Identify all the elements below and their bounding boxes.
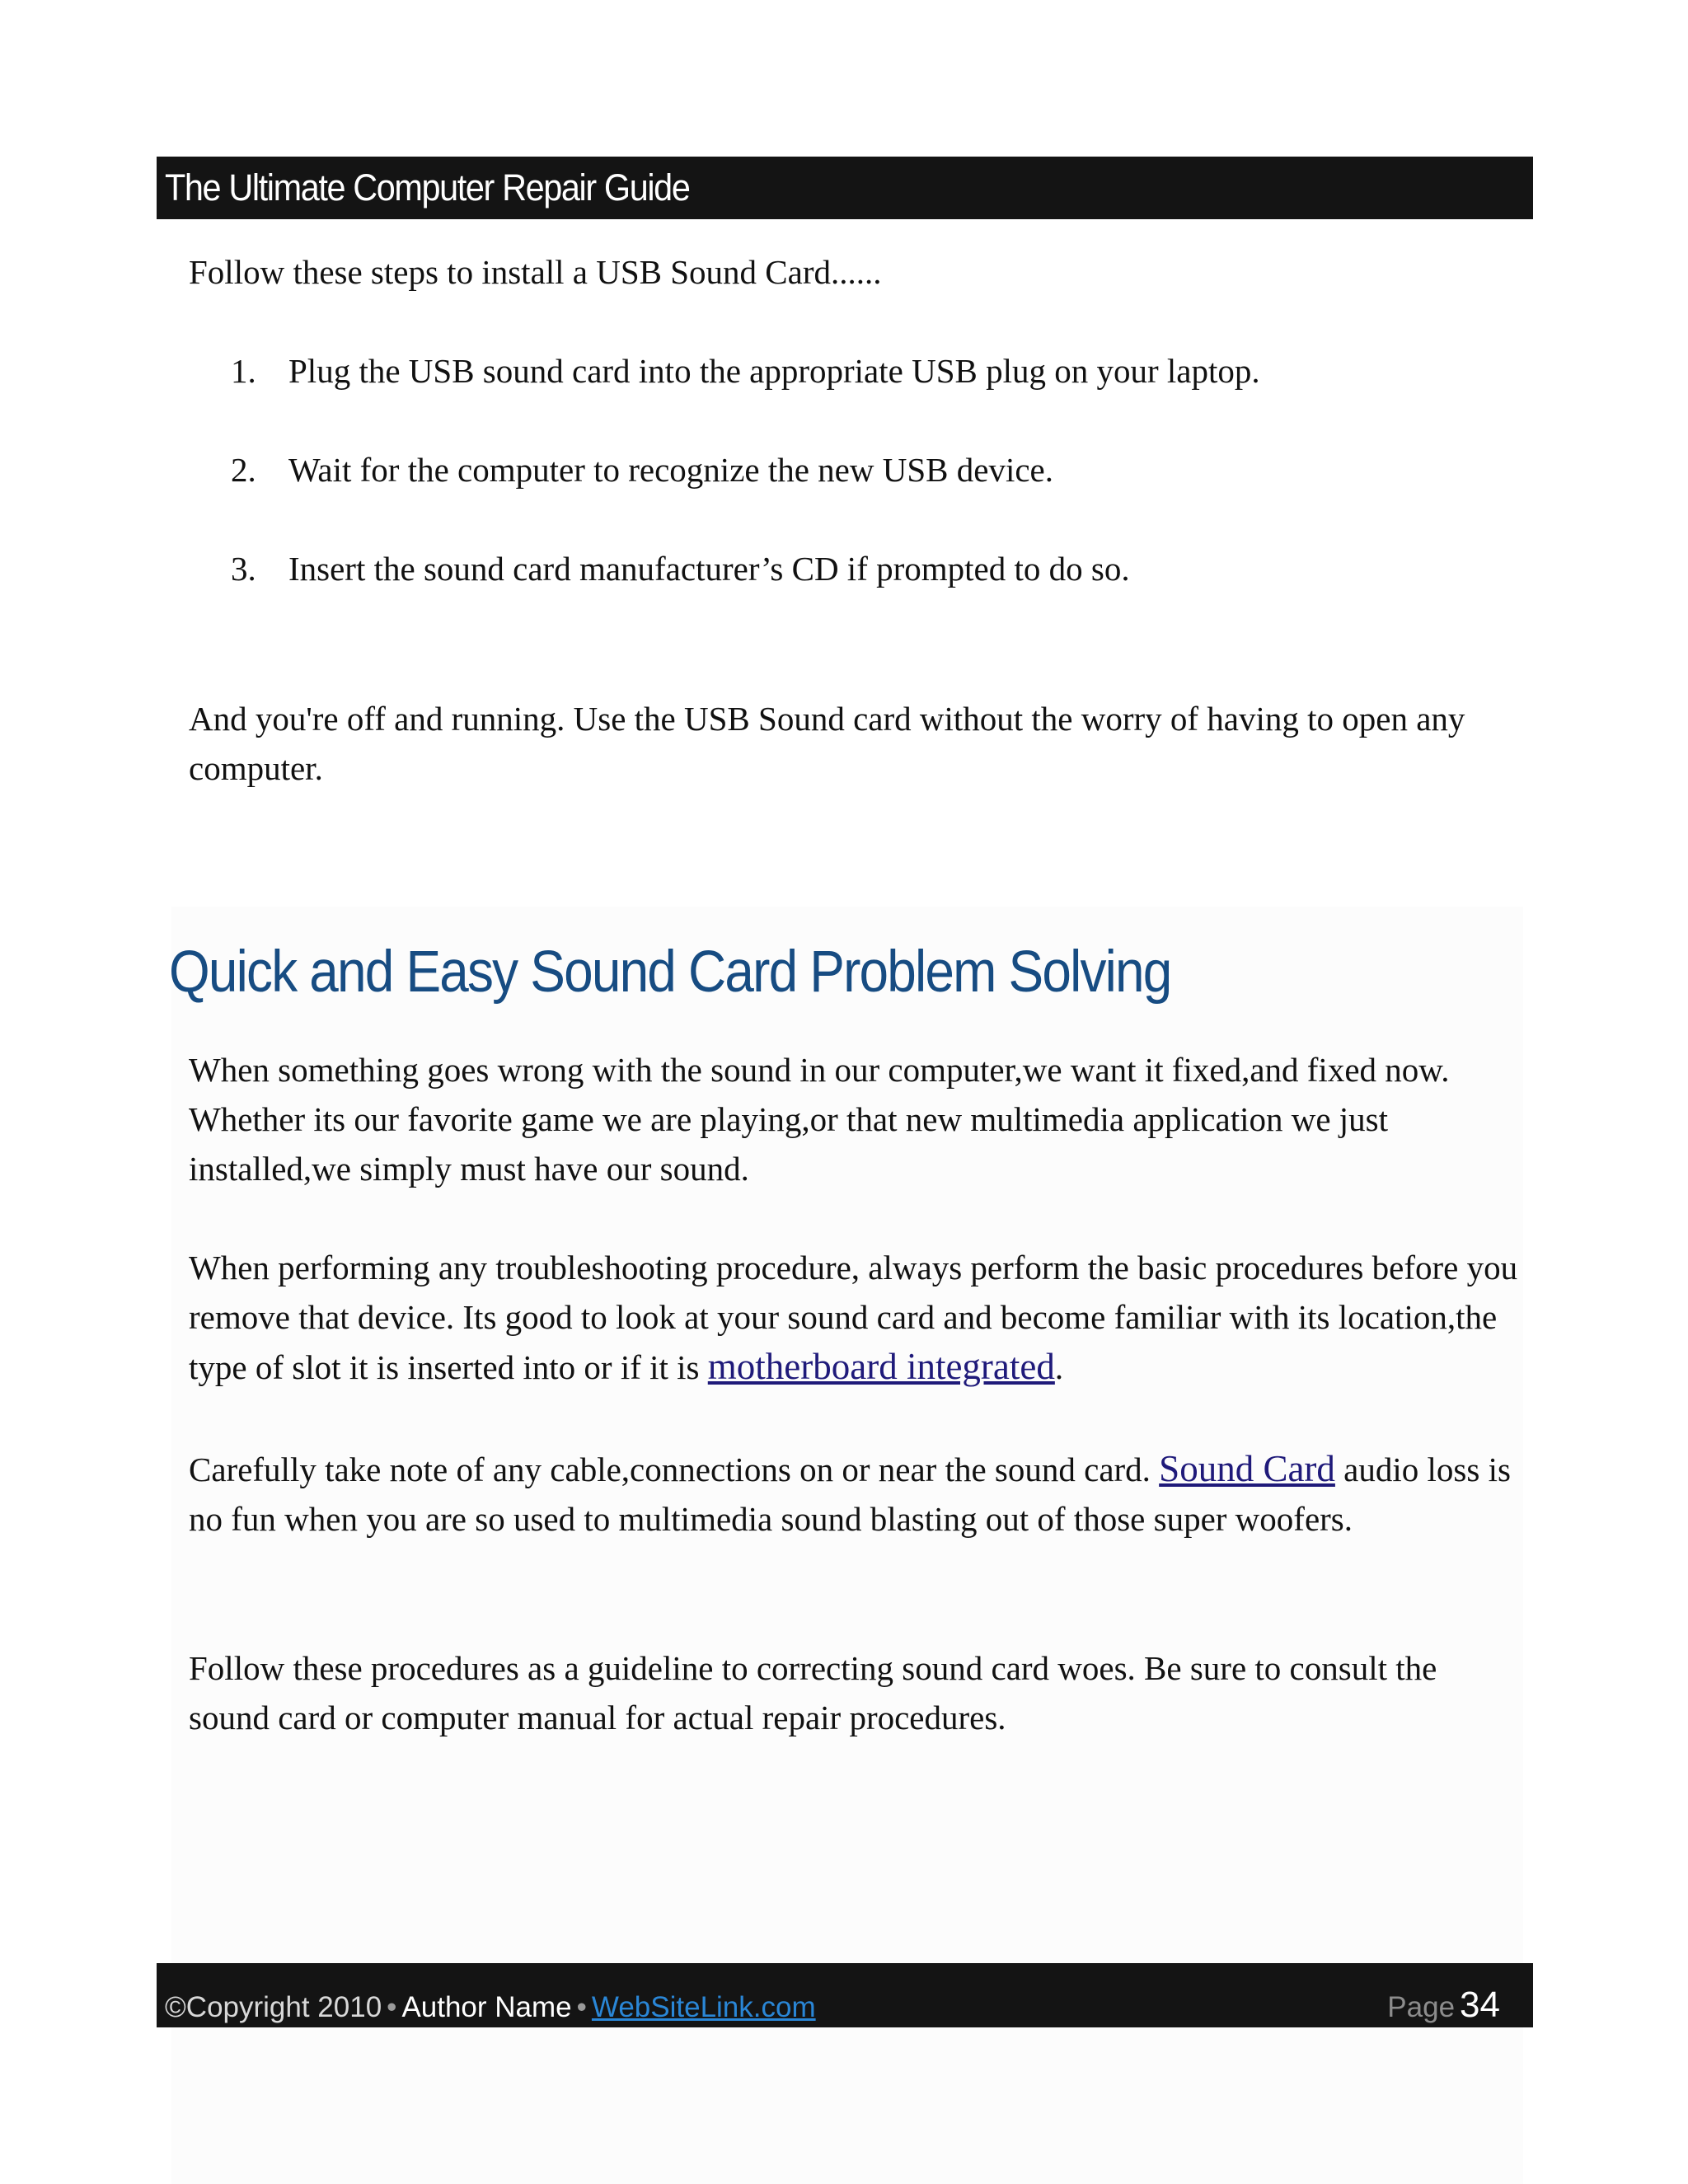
section-heading: Quick and Easy Sound Card Problem Solving [169, 940, 1171, 1005]
paragraph-text: When performing any troubleshooting procedure, always perform the basic procedures before you remove that device. Its good to look at your sound card and become familiar with its location,the type of slot it is inserted into or if it is [189, 1249, 1518, 1386]
separator-dot: • [387, 1991, 397, 2023]
website-link[interactable]: WebSiteLink.com [591, 1991, 816, 2023]
paragraph-text: audio loss is no fun when you are so used to multimedia sound blasting out of those super woofers. [189, 1451, 1511, 1538]
outro-paragraph: And you're off and running. Use the USB Sound card without the worry of having to open any computer. [189, 700, 1465, 787]
header-bar [157, 157, 1533, 219]
page-number: 34 [1460, 1985, 1500, 2025]
author-name: Author Name [401, 1991, 572, 2023]
list-item [231, 445, 1260, 544]
paragraph-text: Carefully take note of any cable,connections on or near the sound card. [189, 1451, 1160, 1488]
step-text: Wait for the computer to recognize the new USB device. [288, 451, 1053, 489]
step-number: 2. [231, 451, 256, 489]
paragraph-sound-problems: When something goes wrong with the sound in our computer,we want it fixed,and fixed now. Whether its our favorite game we are playing,or that new multimedia application we just installed,we simply must have our sound. [189, 1051, 1450, 1188]
list-item [231, 346, 1260, 445]
copyright-text: ©Copyright 2010 [165, 1991, 382, 2023]
step-number: 1. [231, 352, 256, 390]
paragraph-guideline: Follow these procedures as a guideline to correcting sound card woes. Be sure to consult the sound card or computer manual for actual repair procedures. [189, 1649, 1437, 1736]
paragraph-text: . [1054, 1348, 1064, 1386]
page-number-area [1387, 1985, 1500, 2027]
paragraph-cables [189, 1444, 1524, 1544]
step-text: Insert the sound card manufacturer’s CD if prompted to do so. [288, 550, 1130, 588]
step-text: Plug the USB sound card into the appropriate USB plug on your laptop. [288, 352, 1260, 390]
footer-left [165, 1991, 816, 2027]
header-title: The Ultimate Computer Repair Guide [165, 166, 690, 209]
motherboard-integrated-link[interactable]: motherboard integrated [707, 1346, 1055, 1387]
page-label: Page [1387, 1991, 1456, 2023]
step-number: 3. [231, 550, 256, 588]
list-item [231, 544, 1260, 643]
separator-dot: • [576, 1991, 587, 2023]
paragraph-troubleshooting [189, 1243, 1524, 1392]
sound-card-link[interactable]: Sound Card [1159, 1448, 1335, 1489]
intro-paragraph: Follow these steps to install a USB Sound Card...... [189, 253, 882, 291]
steps-list [231, 346, 1260, 643]
footer-bar [157, 1963, 1533, 2027]
